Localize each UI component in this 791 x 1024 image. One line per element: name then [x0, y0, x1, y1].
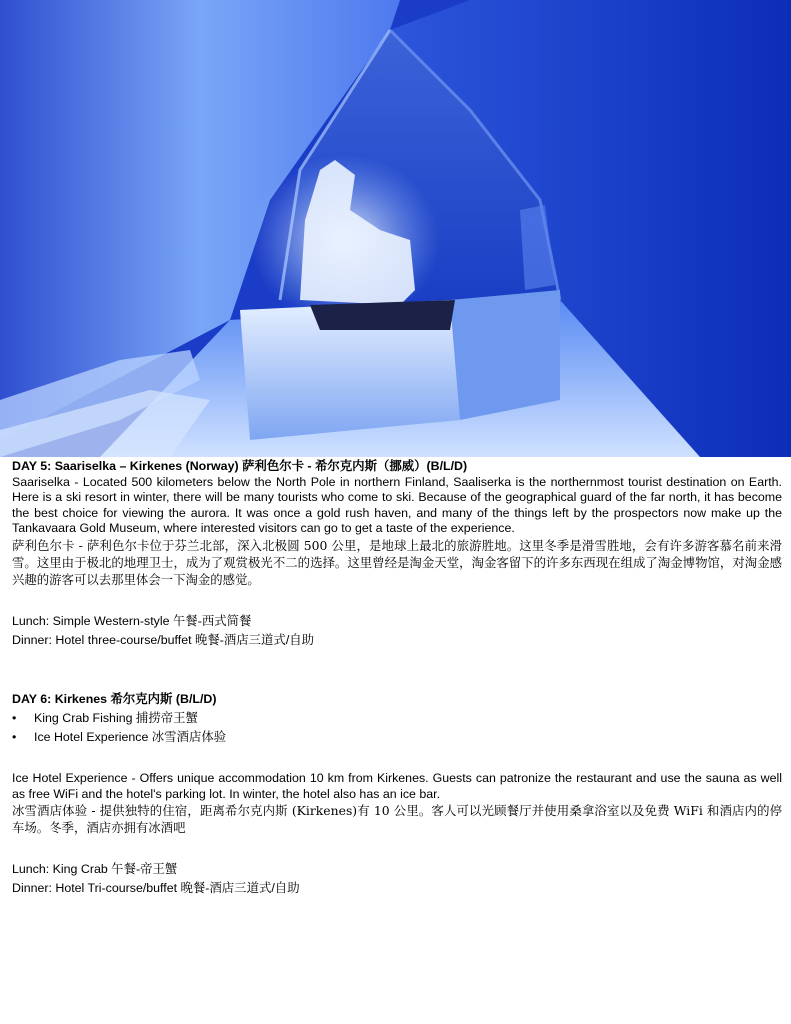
- list-item: • Ice Hotel Experience 冰雪酒店体验: [12, 728, 782, 747]
- day6-activity-list: [12, 709, 782, 747]
- list-item: • King Crab Fishing 捕捞帝王蟹: [12, 709, 782, 728]
- day5-dinner: Dinner: Hotel three-course/buffet 晚餐-酒店三道式/自助: [12, 632, 315, 647]
- day6-lunch: Lunch: King Crab 午餐-帝王蟹: [12, 862, 178, 877]
- day6-description-cn: 冰雪酒店体验 - 提供独特的住宿，距离希尔克内斯 (Kirkenes)有 10 公里。客人可以光顾餐厅并使用桑拿浴室以及免费 WiFi 和酒店内的停车场。冬季，酒店亦拥有冰酒吧: [12, 803, 782, 836]
- day6-heading: DAY 6: Kirkenes 希尔克内斯 (B/L/D): [12, 691, 217, 706]
- ice-room-illustration: [0, 0, 791, 457]
- day6-dinner: Dinner: Hotel Tri-course/buffet 晚餐-酒店三道式/自助: [12, 881, 300, 896]
- day5-lunch: Lunch: Simple Western-style 午餐-西式简餐: [12, 613, 252, 628]
- day6-description-en: Ice Hotel Experience - Offers unique accommodation 10 km from Kirkenes. Guests can patronize the restaurant and use the sauna as well as free WiFi and the hotel's parking lot. In winter, the hotel also has an ice bar.: [12, 770, 782, 801]
- itinerary-content: [12, 459, 782, 898]
- day5-heading: DAY 5: Saariselka – Kirkenes (Norway) 萨利色尔卡 - 希尔克内斯（挪威）(B/L/D): [12, 459, 468, 473]
- day5-description-en: Saariselka - Located 500 kilometers below the North Pole in northern Finland, Saaliserka is the northernmost tourist destination on Earth. Here is a ski resort in winter, there will be many tourists who come to ski. Because of the geographical guard of the far north, it has become the best choice for viewing the aurora. It was once a gold rush haven, and many of the things left by the prospectors now make up the Tankavaara Gold Museum, where interested visitors can go to get a taste of the experience.: [12, 474, 782, 536]
- day5-description-cn: 萨利色尔卡 - 萨利色尔卡位于芬兰北部，深入北极圆 500 公里，是地球上最北的旅游胜地。这里冬季是滑雪胜地，会有许多游客慕名前来滑雪。这里由于极北的地理卫士，成为了观赏极光不二的选择。这里曾经是淘金天堂，淘金客留下的许多东西现在组成了淘金博物馆，对淘金感兴趣的游客可以去那里体会一下淘金的感觉。: [12, 537, 782, 587]
- ice-hotel-photo: [0, 0, 791, 457]
